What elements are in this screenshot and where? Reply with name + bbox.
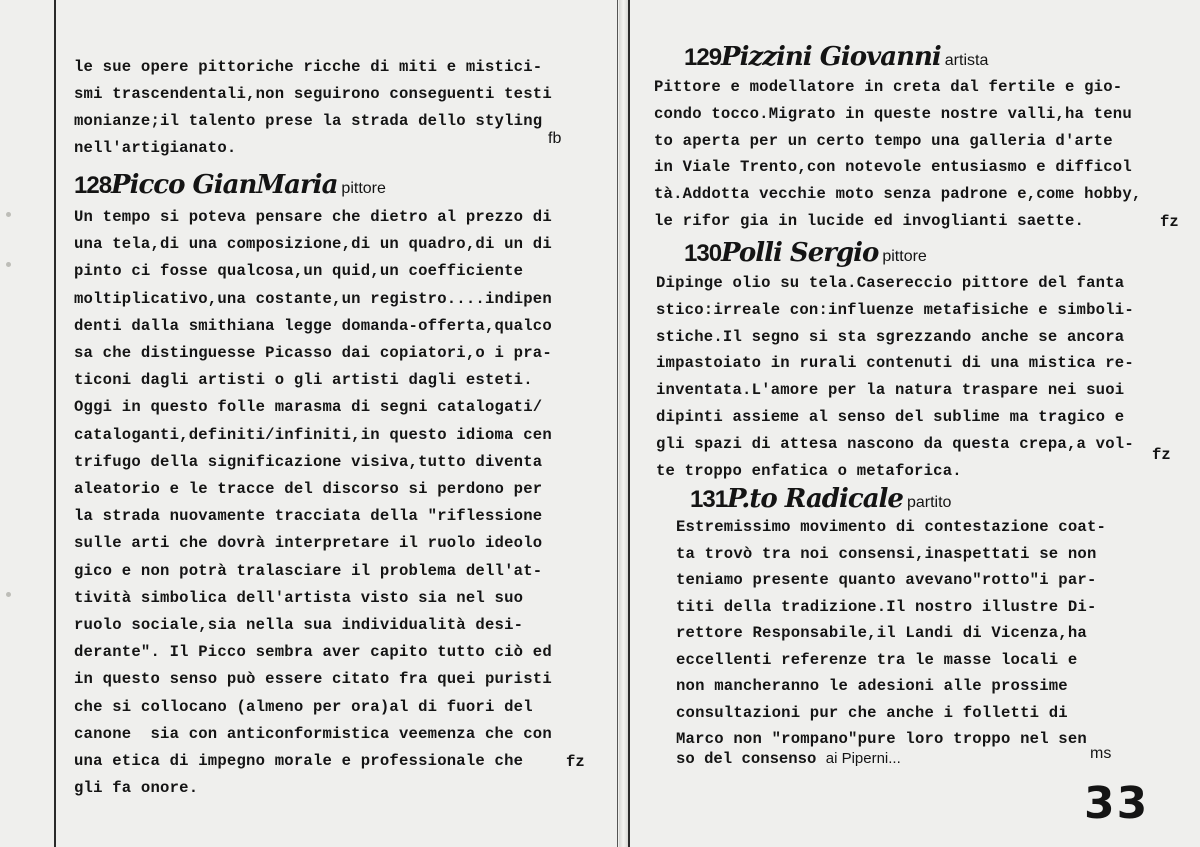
entry-128-heading [74,170,386,200]
text-line: gico e non potrà tralasciare il problema dell'at- [74,561,543,580]
text-line: trifugo della significazione visiva,tutto diventa [74,452,543,471]
entry-131-heading [690,484,951,514]
entry-number: 130 [684,240,722,267]
text-line: sulle arti che dovrà interpretare il ruolo ideolo [74,534,543,553]
punch-hole [6,212,11,217]
text-line: le rifor gia in lucide ed invoglianti saette. [654,212,1085,230]
text-line: le sue opere pittoriche ricche di miti e mistici- [74,58,543,76]
last-line-sans: ai Piperni... [825,750,901,767]
last-line-mono: so del consenso [676,750,826,768]
entry-number: 129 [684,44,722,71]
text-line: sa che distinguesse Picasso dai copiatori,o i pra- [74,344,552,362]
text-line: derante". Il Picco sembra aver capito tutto ciò ed [74,643,552,662]
entry-130-signature: fz [1152,446,1171,464]
text-line: in Viale Trento,con notevole entusiasmo e difficol [654,158,1132,177]
entry-name: Pizzini Giovanni [721,42,941,72]
text-line: inventata.L'amore per la natura traspare nei suoi [656,381,1125,400]
text-line: canone sia con anticonformistica veemenza che con [74,724,552,743]
text-line: stico:irreale con:influenze metafisiche e simboli- [656,300,1134,319]
punch-hole [6,592,11,597]
text-line: Pittore e modellatore in creta dal fertile e gio- [654,78,1123,96]
entry-130-heading [684,238,927,268]
entry-role: pittore [882,248,927,265]
text-line: non mancheranno le adesioni alle prossime [676,677,1068,695]
text-line: una tela,di una composizione,di un quadro,di un di [74,235,552,254]
text-line: ta trovò tra noi consensi,inaspettati se non [676,544,1097,563]
text-line: te troppo enfatica o metaforica. [656,461,962,480]
text-line: to aperta per un certo tempo una galleria d'arte [654,131,1113,150]
left-page-edge-rule [617,0,618,847]
entry-131-last-line [676,750,901,768]
text-line: gli fa onore. [74,779,199,798]
text-line: monianze;il talento prese la strada dello styling [74,112,543,130]
right-margin-rule [628,0,630,847]
text-line: rettore Responsabile,il Landi di Vicenza,ha [676,624,1087,642]
page-number: 33 [1084,778,1150,829]
text-line: moltiplicativo,una costante,un registro....indipen [74,289,552,308]
text-line: tività simbolica dell'artista visto sia nel suo [74,588,524,607]
text-line: consultazioni pur che anche i folletti di [676,703,1068,722]
text-line: condo tocco.Migrato in queste nostre valli,ha tenu [654,104,1132,123]
intro-signature: fb [548,130,562,147]
entry-name: Picco GianMaria [111,170,338,200]
entry-name: Polli Sergio [721,238,879,268]
text-line: una etica di impegno morale e professionale che [74,752,524,770]
text-line: ticoni dagli artisti o gli artisti dagli esteti. [74,371,533,390]
text-line: stiche.Il segno si sta sgrezzando anche se ancora [656,327,1125,346]
text-line: che si collocano (almeno per ora)al di fuori del [74,697,533,716]
text-line: nell'artigianato. [74,139,237,157]
text-line: pinto ci fosse qualcosa,un quid,un coefficiente [74,262,524,281]
punch-hole [6,262,11,267]
text-line: la strada nuovamente tracciata della "riflessione [74,507,543,526]
page-fold [619,0,628,847]
entry-129-heading [684,42,988,72]
text-line: Dipinge olio su tela.Casereccio pittore del fanta [656,274,1125,292]
text-line: Marco non "rompano"pure loro troppo nel sen [676,730,1087,748]
entry-name: P.to Radicale [727,484,903,514]
entry-number: 131 [690,486,728,513]
text-line: denti dalla smithiana legge domanda-offerta,qualco [74,316,552,335]
text-line: impastoiato in rurali contenuti di una mistica re- [656,354,1134,373]
text-line: Estremissimo movimento di contestazione coat- [676,518,1107,536]
entry-role: pittore [341,180,386,197]
text-line: ruolo sociale,sia nella sua individualità desi- [74,616,524,634]
entry-129-signature: fz [1160,213,1179,231]
text-line: teniamo presente quanto avevano"rotto"i par- [676,571,1097,589]
text-line: Oggi in questo folle marasma di segni catalogati/ [74,398,543,417]
entry-role: partito [906,494,952,511]
text-line: cataloganti,definiti/infiniti,in questo idioma cen [74,425,552,444]
left-margin-rule [54,0,56,847]
text-line: tà.Addotta vecchie moto senza padrone e,come hobby, [654,185,1142,204]
text-line: smi trascendentali,non seguirono conseguenti testi [74,85,552,103]
entry-131-signature: ms [1090,745,1112,762]
text-line: aleatorio e le tracce del discorso si perdono per [74,480,543,498]
text-line: dipinti assieme al senso del sublime ma tragico e [656,408,1125,426]
entry-number: 128 [74,172,112,199]
text-line: titi della tradizione.Il nostro illustre Di- [676,597,1097,616]
entry-role: artista [944,52,989,69]
text-line: in questo senso può essere citato fra quei puristi [74,670,552,689]
text-line: Un tempo si poteva pensare che dietro al prezzo di [74,208,552,226]
text-line: gli spazi di attesa nascono da questa crepa,a vol- [656,434,1134,453]
text-line: eccellenti referenze tra le masse locali e [676,650,1078,669]
entry-128-signature: fz [566,753,585,771]
